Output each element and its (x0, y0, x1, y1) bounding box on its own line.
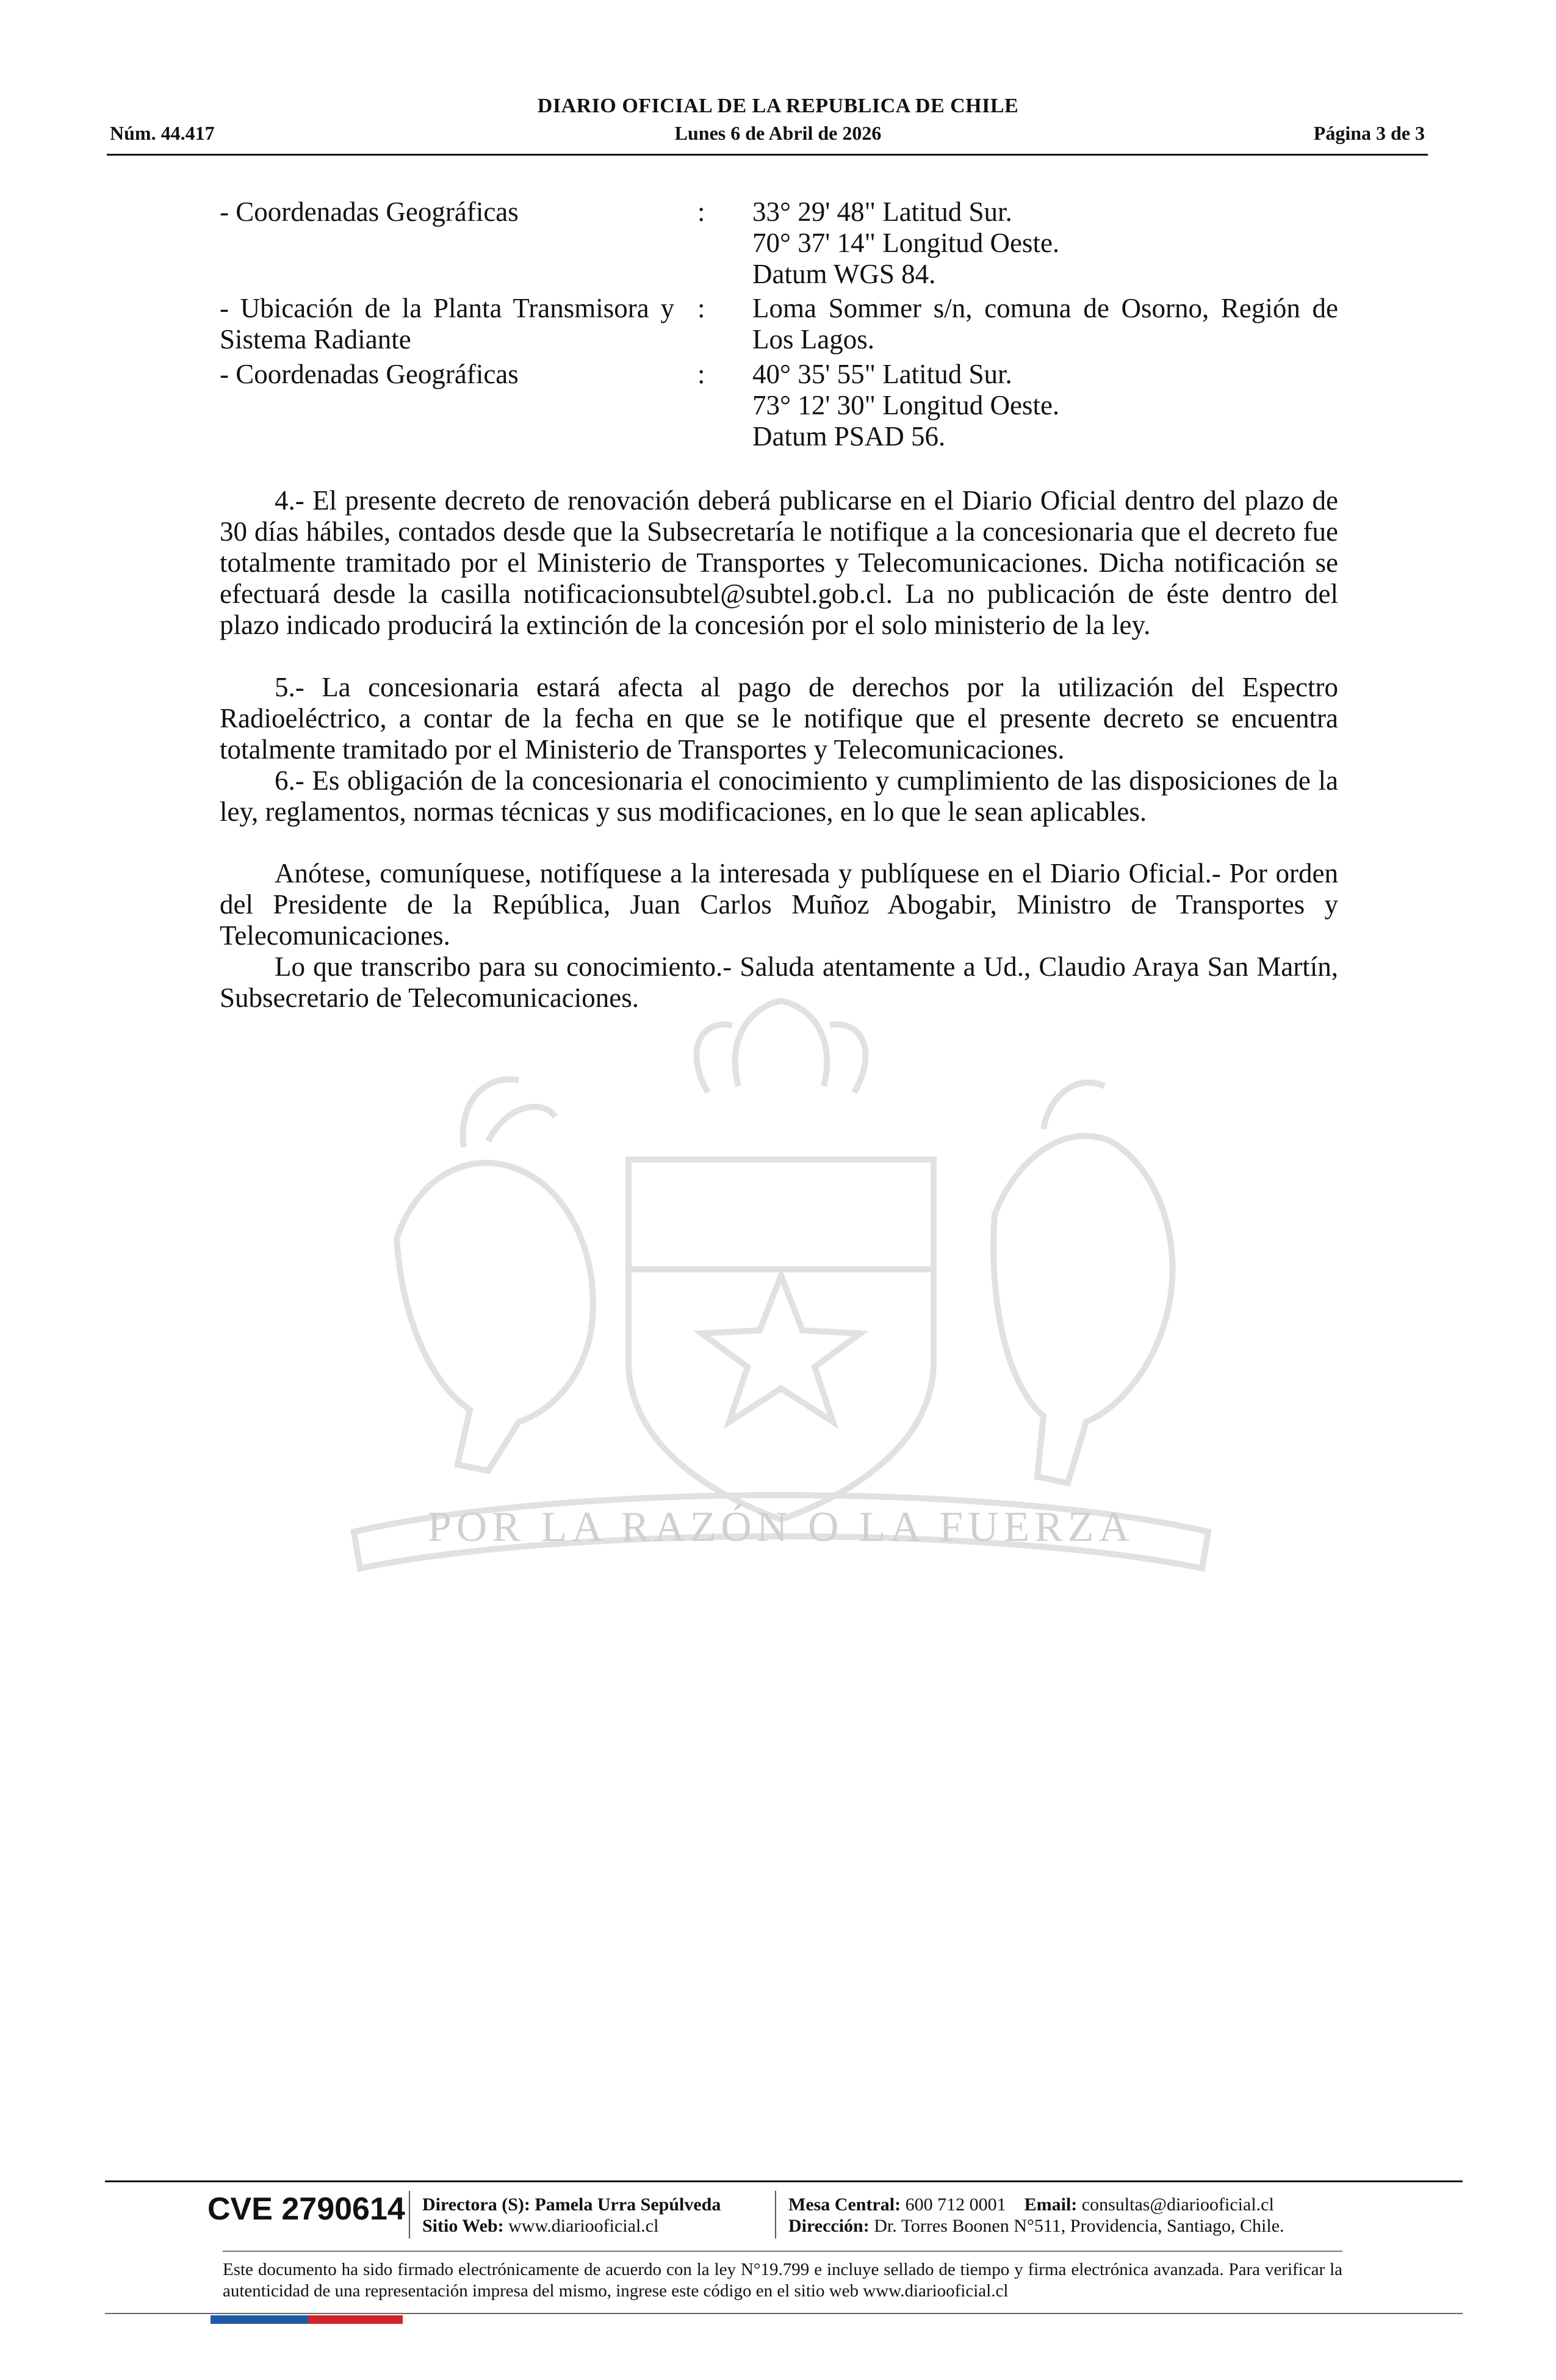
paragraph: 6.- Es obligación de la concesionaria el conocimiento y cumplimiento de las disposiciones de la ley, reglamentos, normas técnicas y sus modificaciones, en lo que le sean aplicables. (220, 765, 1338, 827)
footer-inner-divider (223, 2251, 1342, 2252)
gazette-title: DIARIO OFICIAL DE LA REPUBLICA DE CHILE (537, 95, 1019, 117)
coordinate-line: 33° 29' 48" Latitud Sur. (752, 197, 1012, 227)
coordinate-line: 73° 12' 30" Longitud Oeste. (752, 390, 1060, 420)
coordinate-line: 40° 35' 55" Latitud Sur. (752, 359, 1012, 389)
cve-code: CVE 2790614 (207, 2191, 405, 2227)
coordinate-line: Datum WGS 84. (752, 259, 936, 289)
detail-value: Loma Sommer s/n, comuna de Osorno, Región de Los Lagos. (752, 293, 1338, 355)
footer-separator (409, 2191, 410, 2238)
legal-notice: Este documento ha sido firmado electrónicamente de acuerdo con la ley N°19.799 e incluye sellado de tiempo y firma electrónica avanzada. Para verificar la autenticidad de una representación impresa del mismo, ingrese este código en el sitio web www.diariooficial.cl (223, 2260, 1342, 2301)
email-link[interactable]: consultas@diariooficial.cl (1081, 2194, 1274, 2215)
coat-of-arms-watermark (201, 983, 1361, 1654)
motto-text: POR LA RAZÓN O LA FUERZA (427, 1504, 1135, 1551)
paragraph: 4.- El presente decreto de renovación deberá publicarse en el Diario Oficial dentro del plazo de 30 días hábiles, contados desde que la Subsecretaría le notifique a la concesionaria que el decreto fue totalmente tramitado por el Ministerio de Transportes y Telecomunicaciones. Dicha notificación se efectuará desde la casilla notificacionsubtel@subtel.gob.cl. La no publicación de éste dentro del plazo indicado producirá la extinción de la concesión por el solo ministerio de la ley. (220, 485, 1338, 640)
flag-stripe-blue (211, 2315, 308, 2324)
detail-value (752, 197, 1338, 290)
detail-label: - Coordenadas Geográficas (220, 359, 519, 389)
flag-stripe-red (308, 2315, 403, 2324)
detail-colon: : (697, 359, 705, 389)
footer-separator (775, 2191, 776, 2238)
website-link[interactable]: www.diariooficial.cl (508, 2216, 659, 2236)
detail-colon: : (697, 293, 705, 323)
detail-label: - Coordenadas Geográficas (220, 197, 519, 227)
page-indicator: Página 3 de 3 (1313, 122, 1425, 144)
issue-number: Núm. 44.417 (110, 122, 215, 144)
detail-colon: : (697, 197, 705, 227)
closing-paragraph: Anótese, comuníquese, notifíquese a la interesada y publíquese en el Diario Oficial.- Por orden del Presidente de la República, Juan Carlos Muñoz Abogabir, Ministro de Transportes y Telecomunicaciones. (220, 858, 1338, 951)
footer-divider (105, 2180, 1463, 2182)
coordinate-line: 70° 37' 14" Longitud Oeste. (752, 228, 1060, 258)
closing-paragraph: Lo que transcribo para su conocimiento.- Saluda atentamente a Ud., Claudio Araya San Martín, Subsecretario de Telecomunicaciones. (220, 951, 1338, 1013)
footer-contact-left: Directora (S): Pamela Urra Sepúlveda Sitio Web: www.diariooficial.cl (422, 2194, 721, 2236)
issue-date: Lunes 6 de Abril de 2026 (674, 122, 882, 144)
footer-contact-right: Mesa Central: 600 712 0001 Email: consultas@diariooficial.cl Dirección: Dr. Torres Boonen N°511, Providencia, Santiago, Chile. (788, 2194, 1284, 2236)
detail-label: - Ubicación de la Planta Transmisora y Sistema Radiante (220, 293, 674, 355)
paragraph: 5.- La concesionaria estará afecta al pago de derechos por la utilización del Espectro Radioeléctrico, a contar de la fecha en que se le notifique que el presente decreto se encuentra totalmente tramitado por el Ministerio de Transportes y Telecomunicaciones. (220, 672, 1338, 765)
footer-bottom-rule (105, 2313, 1463, 2314)
detail-value (752, 359, 1338, 452)
header-divider (107, 154, 1428, 156)
coordinate-line: Datum PSAD 56. (752, 421, 946, 452)
